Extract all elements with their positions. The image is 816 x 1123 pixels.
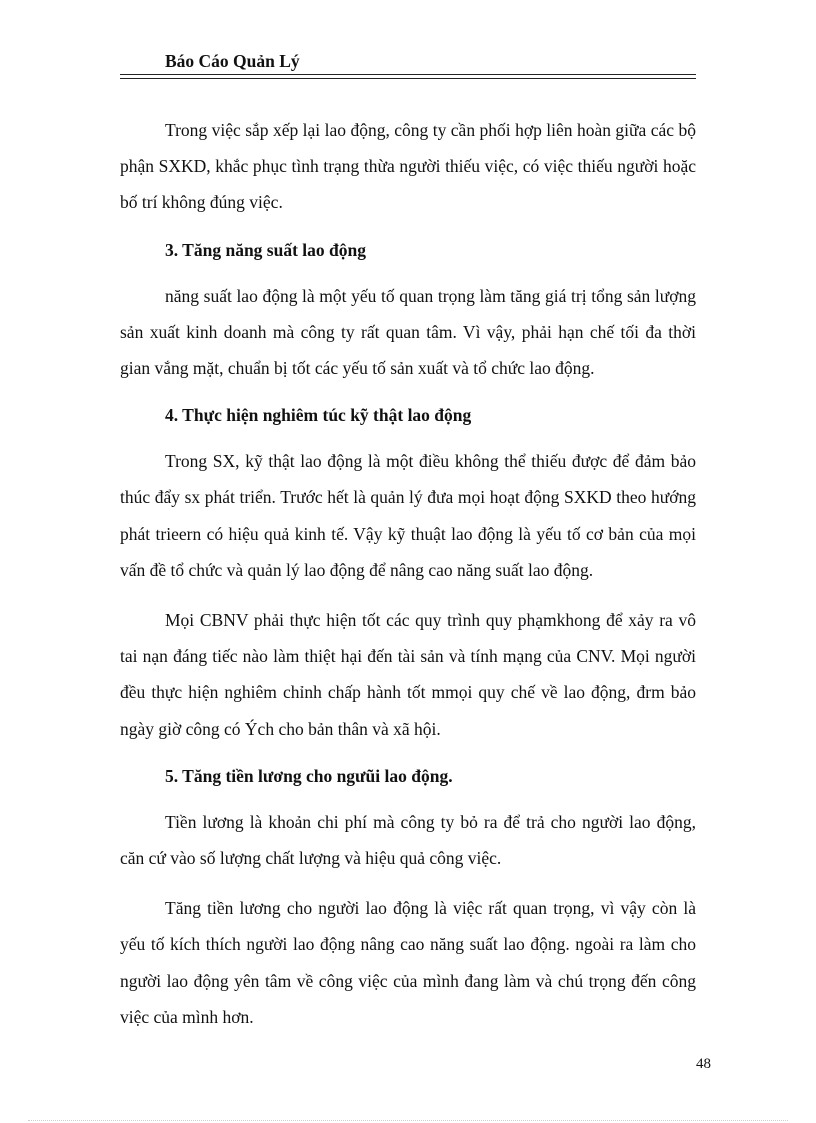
paragraph-section-4b: Mọi CBNV phải thực hiện tốt các quy trình quy phạmkhong để xảy ra vô tai nạn đáng tiếc nào làm thiệt hại đến tài sản và tính mạng của CNV. Mọi người đều thực hiện nghiêm chỉnh chấp hành tốt mmọi quy chế về lao động, đrm bảo ngày giờ công có Ých cho bản thân và xã hội. — [120, 610, 696, 739]
paragraph-section-5a: Tiền lương là khoản chi phí mà công ty bỏ ra để trả cho người lao động, căn cứ vào số lượng chất lượng và hiệu quả công việc. — [120, 811, 696, 869]
paragraph-section-3: năng suất lao động là một yếu tố quan trọng làm tăng giá trị tổng sản lượng sản xuất kinh doanh mà công ty rất quan tâm. Vì vậy, phải hạn chế tối đa thời gian vắng mặt, chuẩn bị tốt các yếu tố sản xuất và tổ chức lao động. — [120, 285, 696, 379]
page-number: 48 — [696, 1056, 711, 1072]
intro-paragraph: Trong việc sắp xếp lại lao động, công ty cần phối hợp liên hoàn giữa các bộ phận SXKD, khắc phục tình trạng thừa người thiếu việc, có việc thiếu người hoặc bố trí không đúng việc. — [120, 120, 696, 213]
heading-section-4: 4. Thực hiện nghiêm túc kỹ thật lao động — [165, 405, 472, 426]
header-rule-top — [120, 74, 696, 75]
page-bottom-border — [28, 1120, 788, 1121]
paragraph-section-5b: Tăng tiền lương cho người lao động là việc rất quan trọng, vì vậy còn là yếu tố kích thích người lao động nâng cao năng suất lao động. ngoài ra làm cho người lao động yên tâm về công việc của mình đang làm và chú trọng đến công việc của mình hơn. — [120, 898, 696, 1027]
header-title: Báo Cáo Quản Lý — [165, 51, 300, 71]
heading-section-3: 3. Tăng năng suất lao động — [165, 239, 367, 260]
paragraph-section-4a: Trong SX, kỹ thật lao động là một điều không thể thiếu được để đảm bảo thúc đẩy sx phát triển. Trước hết là quản lý đưa mọi hoạt động SXKD theo hướng phát trieern có hiệu quả kinh tế. Vậy kỹ thuật lao động là yếu tố cơ bản của mọi vấn đề tổ chức và quản lý lao động để nâng cao năng suất lao động. — [120, 451, 696, 580]
document-body — [120, 112, 696, 1049]
header-rule-bottom — [120, 78, 696, 79]
heading-section-5: 5. Tăng tiền lương cho ngưũi lao động. — [165, 765, 453, 786]
